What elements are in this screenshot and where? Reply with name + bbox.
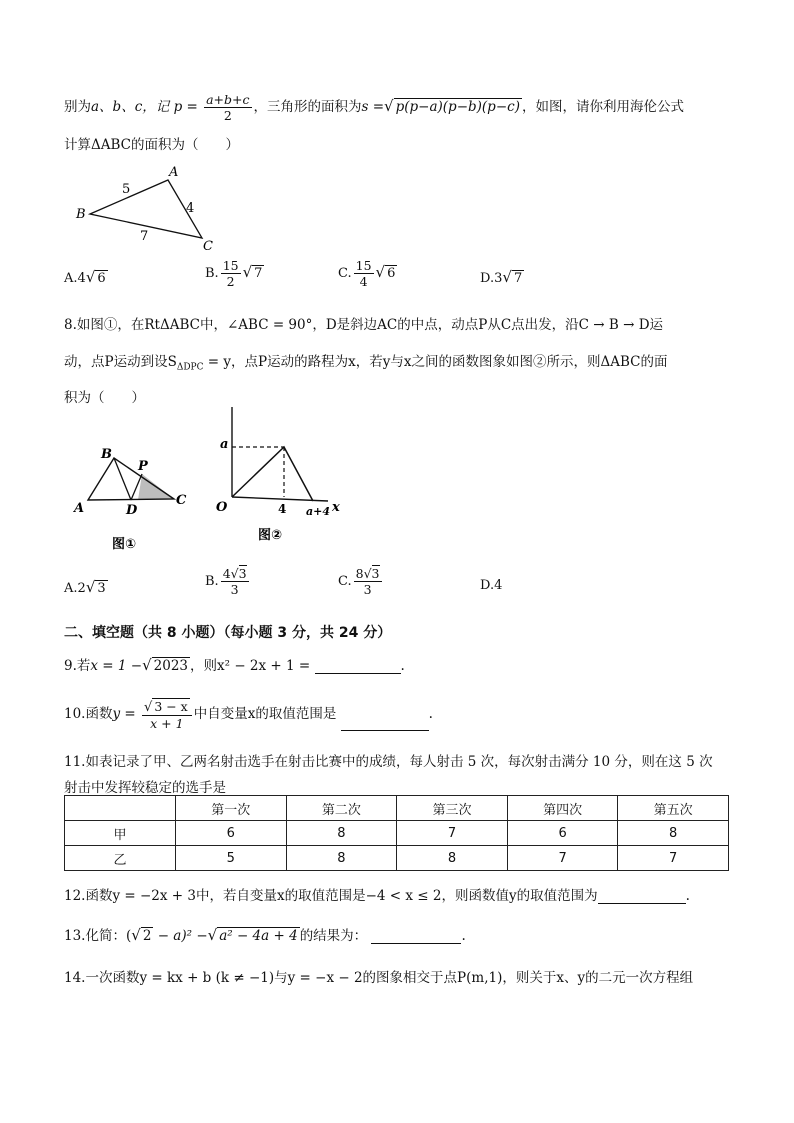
q7-option-c[interactable]: C. $\frac{15}{4}$ √ 6	[338, 258, 396, 289]
q11-line1: 11.如表记录了甲、乙两名射击选手在射击比赛中的成绩，每人射击 5 次，每次射击满分 10 分，则在这 5 次	[64, 754, 713, 770]
q7-option-d[interactable]: D.3√ 7	[480, 268, 523, 286]
table-header-cell: 第五次	[618, 796, 729, 821]
q7-line1: 别为a、b、c，记 p = $\frac{a+b+c}{2}$ ，三角形的面积为s =√ p(p−a)(p−b)(p−c) ，如图，请你利用海伦公式	[64, 92, 684, 123]
q13-answer-blank[interactable]	[371, 929, 461, 944]
q7-p-fraction: $\frac{a+b+c}{2}$	[206, 92, 250, 123]
table-header-cell: 第四次	[507, 796, 618, 821]
q9-answer-blank[interactable]	[315, 659, 401, 674]
table-cell: 7	[507, 846, 618, 871]
table-cell: 甲	[65, 821, 176, 846]
function-graph	[232, 447, 313, 501]
q8-figure-2	[210, 405, 350, 545]
q12-line: 12.函数y = −2x + 3中，若自变量x的取值范围是−4 < x ≤ 2，则函数值y的取值范围为 .	[64, 888, 690, 904]
q7-option-a[interactable]: A.4√ 6	[64, 268, 106, 286]
q8-option-c[interactable]: C. $\frac{8√3}{3}$	[338, 566, 380, 597]
q7-text-a: 别为	[64, 99, 91, 115]
table-cell: 6	[176, 821, 287, 846]
q13-line: 13.化简：(√ 2 − a)² −√ a² − 4a + 4 的结果为： .	[64, 926, 466, 944]
score-table	[64, 795, 729, 871]
q14-line: 14.一次函数y = kx + b (k ≠ −1)与y = −x − 2的图象相交于点P(m,1)，则关于x、y的二元一次方程组	[64, 970, 694, 986]
fig2-label-x: x	[332, 500, 340, 515]
fig1-label-a: A	[74, 501, 85, 516]
q8-option-b[interactable]: B. $\frac{4√3}{3}$	[205, 566, 247, 597]
side-bc-label: 7	[140, 229, 149, 244]
q8-line2: 动，点P运动到设$S_{\Delta DPC} = y$，点P运动的路程为x，若y与x之间的函数图象如图②所示，则ΔABC的面	[64, 354, 668, 373]
fig2-label-a4: a+4	[306, 505, 330, 518]
fig1-label-d: D	[126, 503, 138, 518]
fig1-caption: 图①	[112, 537, 137, 552]
q8-option-a[interactable]: A.2√ 3	[64, 578, 106, 596]
table-header-cell: 第二次	[286, 796, 397, 821]
fig1-label-p: P	[138, 459, 148, 474]
q8-option-d[interactable]: D.4	[480, 578, 503, 593]
q7-text-b: ，三角形的面积为	[253, 99, 362, 115]
table-header-cell: 第一次	[176, 796, 287, 821]
q7-text-c: ，如图，请你利用海伦公式	[521, 99, 684, 115]
table-cell: 8	[286, 821, 397, 846]
fig1-label-c: C	[176, 493, 187, 508]
table-cell: 8	[397, 846, 508, 871]
vertex-a-label: A	[169, 165, 179, 180]
q7-line2: 计算ΔABC的面积为（ ）	[64, 137, 239, 153]
section-2-title: 二、填空题（共 8 小题）（每小题 3 分，共 24 分）	[64, 625, 392, 641]
q8-figure-1	[70, 440, 200, 555]
q7-s-eq: s =	[361, 99, 385, 115]
table-cell: 7	[397, 821, 508, 846]
q7-heron-radicand: p(p−a)(p−b)(p−c)	[395, 99, 520, 115]
q10-answer-blank[interactable]	[341, 716, 429, 731]
fig2-label-o: O	[216, 500, 228, 515]
side-ac-label: 4	[186, 201, 195, 216]
fig2-label-a: a	[220, 437, 229, 452]
side-ab-label: 5	[122, 182, 131, 197]
q7-option-b[interactable]: B. $\frac{15}{2}$ √ 7	[205, 258, 263, 289]
q11-answer-blank[interactable]	[226, 781, 320, 796]
fig1-label-b: B	[101, 447, 112, 462]
q8-line3: 积为（ ）	[64, 390, 145, 406]
q7-p-eq: p =	[173, 99, 198, 115]
q10-fraction: $\frac{√ 3 - x}{x + 1}$	[142, 698, 192, 731]
fig2-label-4: 4	[278, 502, 287, 516]
q7-triangle-figure	[70, 160, 230, 255]
table-header-row	[65, 796, 729, 821]
x-axis	[232, 497, 328, 501]
table-header-cell: 第三次	[397, 796, 508, 821]
q12-answer-blank[interactable]	[598, 889, 686, 904]
table-row	[65, 846, 729, 871]
q10-line: 10.函数y = $\frac{√ 3 - x}{x + 1}$ 中自变量x的取值范围是 .	[64, 699, 433, 731]
q9-line: 9.若x = 1 −√ 2023 ，则x² − 2x + 1 = .	[64, 656, 405, 674]
table-cell: 7	[618, 846, 729, 871]
table-header-cell	[65, 796, 176, 821]
fig2-caption: 图②	[258, 528, 283, 543]
table-cell: 8	[286, 846, 397, 871]
table-cell: 5	[176, 846, 287, 871]
vertex-c-label: C	[203, 239, 213, 254]
q7-vars: a、b、c，记	[91, 99, 170, 115]
table-cell: 乙	[65, 846, 176, 871]
table-row	[65, 821, 729, 846]
vertex-b-label: B	[76, 207, 86, 222]
q11-line2: 射击中发挥较稳定的选手是	[64, 776, 320, 796]
table-cell: 6	[507, 821, 618, 846]
table-cell: 8	[618, 821, 729, 846]
q8-line1: 8.如图①，在RtΔABC中，∠ABC = 90°，D是斜边AC的中点，动点P从C点出发，沿C → B → D运	[64, 317, 664, 333]
